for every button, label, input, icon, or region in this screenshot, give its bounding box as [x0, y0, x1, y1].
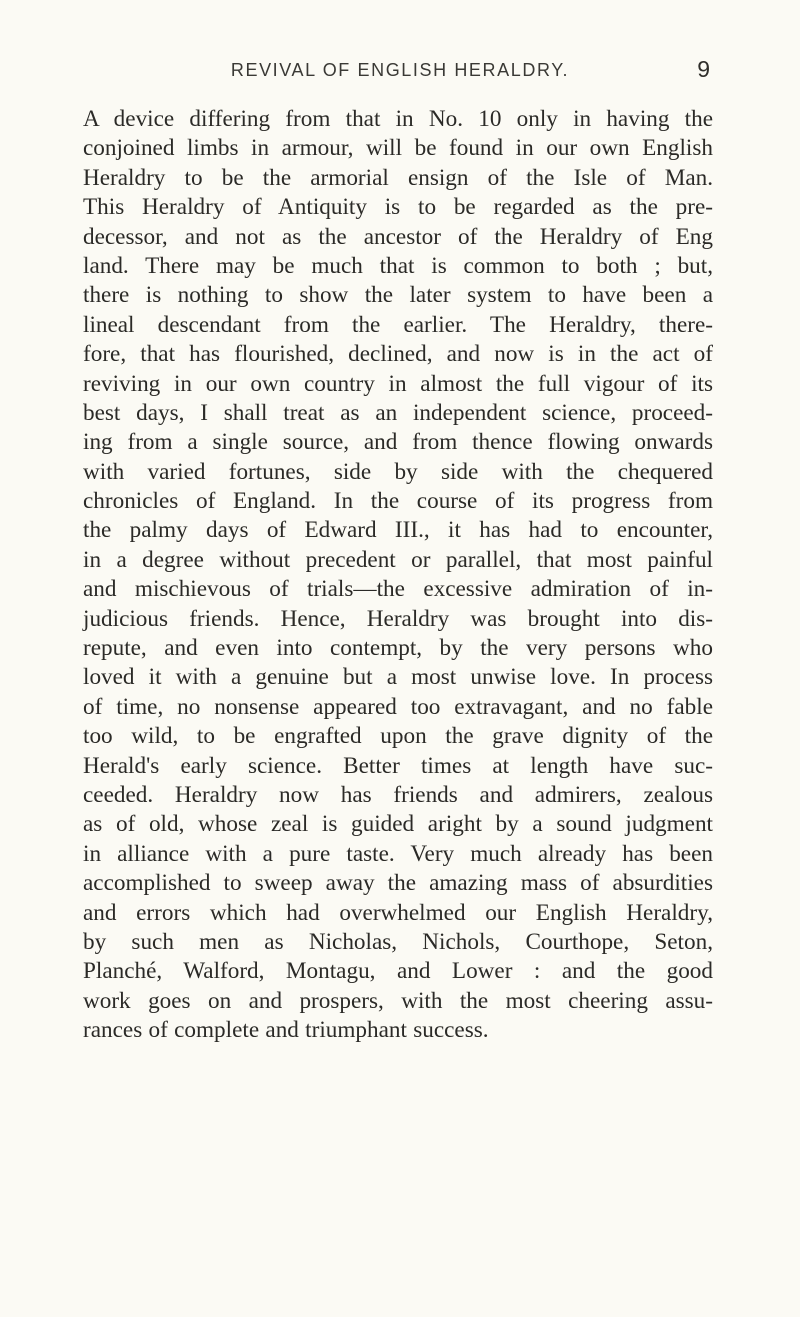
text-line: fore, that has flourished, declined, and now is in the act of [83, 341, 713, 368]
text-line: in a degree without precedent or parallel, that most painful [83, 546, 713, 573]
text-line: Heraldry to be the armorial ensign of the Isle of Man. [83, 164, 713, 191]
text-line: too wild, to be engrafted upon the grave dignity of the [83, 723, 713, 750]
text-line: ceeded. Heraldry now has friends and admirers, zealous [83, 781, 713, 808]
body-paragraph [83, 105, 713, 1046]
text-line: with varied fortunes, side by side with the chequered [83, 458, 713, 485]
text-line: best days, I shall treat as an independent science, proceed- [83, 399, 713, 426]
text-line: A device differing from that in No. 10 only in having the [83, 106, 713, 132]
text-line: chronicles of England. In the course of its progress from [83, 488, 713, 515]
text-line: repute, and even into contempt, by the very persons who [83, 635, 713, 662]
text-line: and errors which had overwhelmed our English Heraldry, [83, 899, 713, 926]
text-line: there is nothing to show the later system to have been a [83, 282, 713, 309]
text-line: of time, no nonsense appeared too extravagant, and no fable [83, 693, 713, 720]
text-line: as of old, whose zeal is guided aright by a sound judgment [83, 811, 713, 838]
text-line: ing from a single source, and from thence flowing onwards [83, 429, 713, 456]
text-line: work goes on and prospers, with the most cheering assu- [83, 987, 713, 1014]
text-line: the palmy days of Edward III., it has had to encounter, [83, 517, 713, 544]
running-head [70, 56, 730, 90]
page-number: 9 [697, 56, 710, 82]
text-line: conjoined limbs in armour, will be found in our own English [83, 135, 713, 162]
text-line: in alliance with a pure taste. Very much already has been [83, 840, 713, 867]
text-line: and mischievous of trials—the excessive admiration of in- [83, 576, 713, 603]
text-line: judicious friends. Hence, Heraldry was brought into dis- [83, 605, 713, 632]
text-line: loved it with a genuine but a most unwise love. In process [83, 664, 713, 691]
text-line-last: rances of complete and triumphant success. [83, 1017, 489, 1044]
text-line: lineal descendant from the earlier. The Heraldry, there- [83, 311, 713, 338]
text-line: by such men as Nicholas, Nichols, Courthope, Seton, [83, 928, 713, 955]
running-title: REVIVAL OF ENGLISH HERALDRY. [230, 60, 570, 80]
text-line: reviving in our own country in almost the full vigour of its [83, 370, 713, 397]
text-line: Herald's early science. Better times at length have suc- [83, 752, 713, 779]
text-line: Planché, Walford, Montagu, and Lower : and the good [83, 958, 713, 985]
text-line: accomplished to sweep away the amazing mass of absurdities [83, 870, 713, 897]
text-line: This Heraldry of Antiquity is to be regarded as the pre- [83, 194, 713, 221]
text-line: land. There may be much that is common to both ; but, [83, 252, 713, 279]
text-line: decessor, and not as the ancestor of the Heraldry of Eng [83, 223, 713, 250]
